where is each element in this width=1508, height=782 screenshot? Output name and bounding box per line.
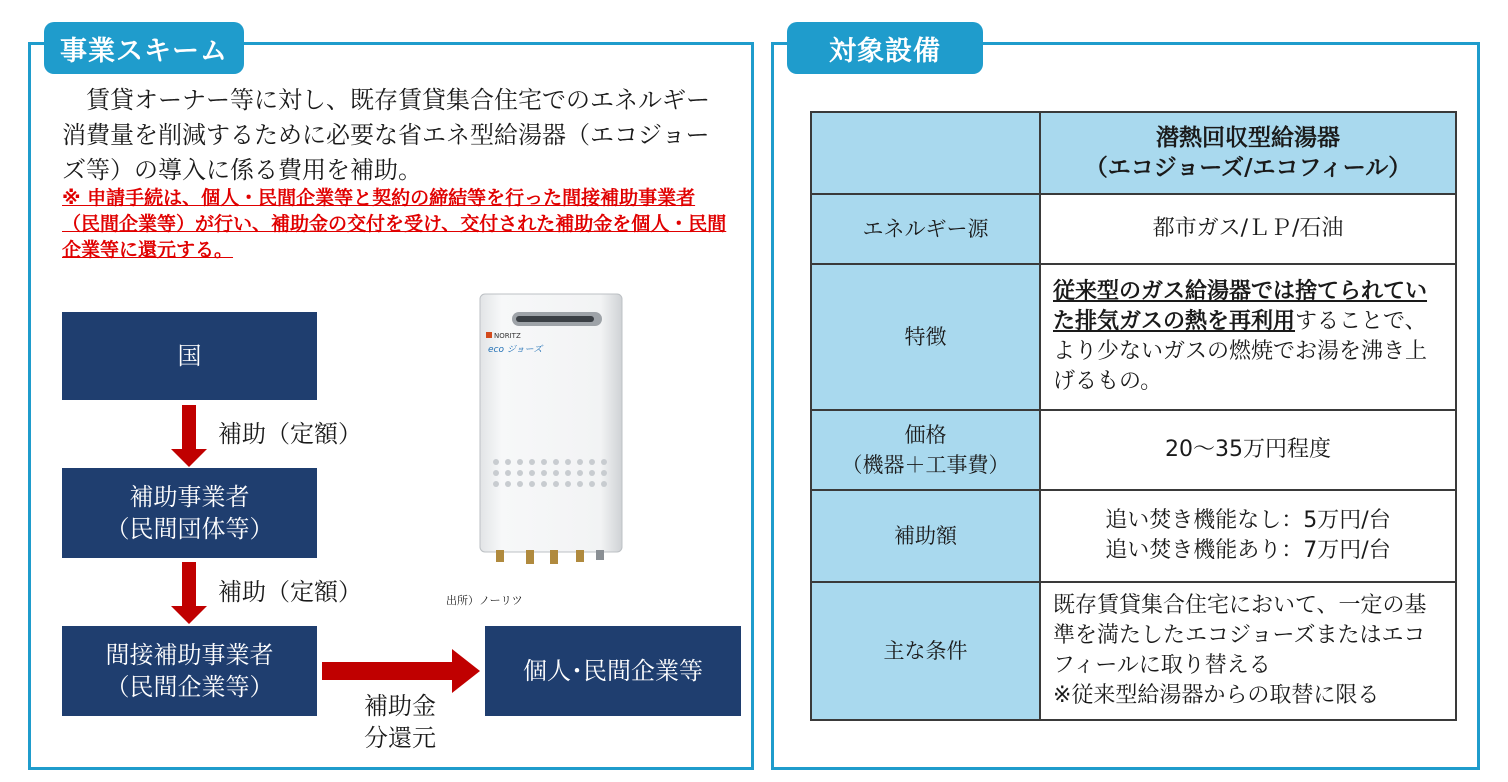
price-label-line1: 価格 — [904, 423, 947, 447]
subsidy-line1: 追い焚き機能なし：5万円/台 — [1105, 508, 1391, 533]
heater-model-text: eco ジョーズ — [488, 345, 543, 355]
flow-box-kuni — [62, 312, 317, 400]
table-header-main — [1040, 112, 1456, 194]
feature-strong-text: 従来型のガス給湯器では捨てられていた排気ガスの熱を再利用 — [1053, 279, 1428, 334]
heater-brand-text: NORITZ — [494, 332, 521, 340]
flow-box-kansetsu-line1: 間接補助事業者 — [105, 641, 274, 669]
flow-box-hojo — [62, 468, 317, 558]
down-arrow-2 — [182, 562, 196, 608]
table-header-row — [811, 112, 1456, 194]
right-arrow — [322, 662, 452, 680]
row-label-subsidy: 補助額 — [811, 490, 1040, 582]
row-value-subsidy — [1040, 490, 1456, 582]
equipment-table — [810, 111, 1457, 721]
row-label-energy: エネルギー源 — [811, 194, 1040, 264]
table-row — [811, 410, 1456, 490]
equipment-tab-title: 対象設備 — [787, 22, 983, 74]
table-row — [811, 264, 1456, 410]
image-caption: 出所）ノーリツ — [446, 594, 523, 607]
price-label-line2: （機器＋工事費） — [841, 453, 1010, 477]
conditions-line2: ※従来型給湯器からの取替に限る — [1053, 683, 1380, 708]
flow-box-kojin-label: 個人･民間企業等 — [523, 657, 703, 685]
flow-box-kuni-label: 国 — [177, 342, 202, 370]
down-arrow-1 — [182, 405, 196, 451]
row-value-feature — [1040, 264, 1456, 410]
water-heater-image — [476, 292, 626, 566]
scheme-tab-title: 事業スキーム — [44, 22, 244, 74]
arrow-label-3 — [352, 690, 448, 754]
row-value-price: 20～35万円程度 — [1040, 410, 1456, 490]
row-value-conditions — [1040, 582, 1456, 720]
arrow-label-1: 補助（定額） — [218, 420, 362, 448]
table-row — [811, 490, 1456, 582]
row-label-price — [811, 410, 1040, 490]
flow-box-kansetsu — [62, 626, 317, 716]
flow-box-kansetsu-line2: （民間企業等） — [105, 673, 274, 701]
row-label-feature: 特徴 — [811, 264, 1040, 410]
flow-box-hojo-line2: （民間団体等） — [105, 515, 274, 543]
flow-box-kojin — [485, 626, 741, 716]
application-note: ※ 申請手続は、個人・民間企業等と契約の締結等を行った間接補助事業者（民間企業等）が行い、補助金の交付を受け、交付された補助金を個人・民間企業等に還元する。 — [62, 187, 727, 261]
table-row — [811, 582, 1456, 720]
table-header-empty — [811, 112, 1040, 194]
row-label-conditions: 主な条件 — [811, 582, 1040, 720]
row-value-energy: 都市ガス/ＬＰ/石油 — [1040, 194, 1456, 264]
table-row — [811, 194, 1456, 264]
feature-rest-text: することで、より少ないガスの燃焼でお湯を沸き上げるもの。 — [1053, 309, 1428, 394]
intro-text: 賃貸オーナー等に対し、既存賃貸集合住宅でのエネルギー消費量を削減するために必要な省エネ型給湯器（エコジョーズ等）の導入に係る費用を補助。 — [62, 86, 710, 184]
subsidy-line2: 追い焚き機能あり：7万円/台 — [1105, 538, 1391, 563]
arrow-label-3-line2: 分還元 — [364, 724, 436, 752]
flow-box-hojo-line1: 補助事業者 — [129, 483, 250, 511]
arrow-label-3-line1: 補助金 — [364, 692, 436, 720]
header-line1: 潜熱回収型給湯器 — [1156, 125, 1340, 151]
arrow-label-2: 補助（定額） — [218, 578, 362, 606]
header-line2: （エコジョーズ/エコフィール） — [1084, 155, 1412, 181]
conditions-line1: 既存賃貸集合住宅において、一定の基準を満たしたエコジョーズまたはエコフィールに取り替える — [1053, 593, 1427, 678]
